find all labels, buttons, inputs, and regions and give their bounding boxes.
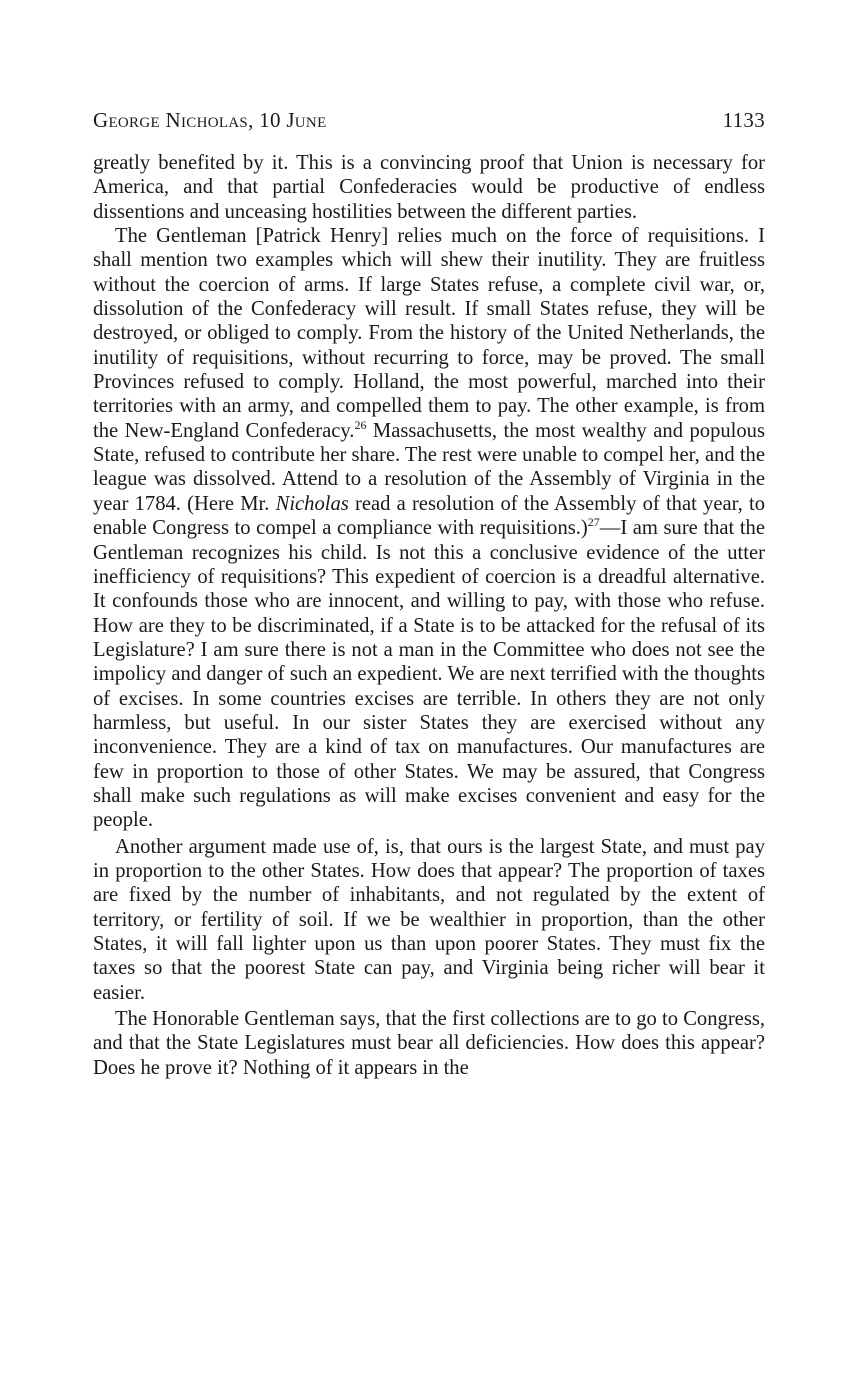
paragraph bbox=[93, 1007, 765, 1080]
text-run: greatly benefited by it. This is a convincing proof that Union is necessary for America, and that partial Confederacies would be productive of endless dissentions and unceasing hostilities between the different parties. bbox=[93, 152, 765, 223]
body-text bbox=[93, 151, 765, 1080]
paragraph bbox=[93, 224, 765, 833]
text-run: Another argument made use of, is, that ours is the largest State, and must pay in proportion to the other States. How does that appear? The proportion of taxes are fixed by the number of inhabitants, and not regulated by the extent of territory, or fertility of soil. If we be wealthier in proportion, than the other States, it will fall lighter upon us than upon poorer States. They must fix the taxes so that the poorest State can pay, and Virginia being richer will bear it easier. bbox=[93, 835, 765, 1004]
footnote-ref-27: 27 bbox=[587, 515, 600, 530]
running-title: George Nicholas, 10 June bbox=[93, 108, 327, 132]
running-head bbox=[93, 108, 765, 133]
paragraph bbox=[93, 835, 765, 1005]
text-run: —I am sure that the Gentleman recognizes his child. Is not this a conclusive evidence of the utter inefficiency of requisitions? This expedient of coercion is a dreadful alternative. It confounds those who are innocent, and willing to pay, with those who refuse. How are they to be discriminated, if a State is to be attacked for the refusal of its Legislature? I am sure there is not a man in the Committee who does not see the impolicy and danger of such an expedient. We are next terrified with the thoughts of excises. In some countries excises are terrible. In others they are not only harmless, but useful. In our sister States they are exercised without any inconvenience. They are a kind of tax on manufactures. Our manufactures are few in proportion to those of other States. We may be assured, that Congress shall make such regulations as will make excises convenient and easy for the people. bbox=[93, 517, 765, 832]
italic-name: Nicholas bbox=[275, 492, 349, 515]
text-run: The Honorable Gentleman says, that the first collections are to go to Congress, and that the State Legislatures must bear all deficiencies. How does this appear? Does he prove it? Nothing of it appears in the bbox=[93, 1008, 765, 1079]
text-run: Massachusetts, the most wealthy and populous State, refused to contribute her share. The rest were unable to compel her, and the league was dissolved. Attend to a resolution of the Assembly of Virginia in the year 1784. (Here Mr. bbox=[93, 419, 765, 515]
page-number: 1133 bbox=[722, 108, 765, 132]
page-content bbox=[93, 108, 765, 1080]
paragraph bbox=[93, 151, 765, 224]
footnote-ref-26: 26 bbox=[354, 417, 367, 432]
text-run: The Gentleman [Patrick Henry] relies much on the force of requisitions. I shall mention two examples which will shew their inutility. They are fruitless without the coercion of arms. If large States refuse, a complete civil war, or, dissolution of the Confederacy will result. If small States refuse, they will be destroyed, or obliged to comply. From the history of the United Netherlands, the inutility of requisitions, without recurring to force, may be proved. The small Provinces refused to comply. Holland, the most powerful, marched into their territories with an army, and compelled them to pay. The other example, is from the New-England Confederacy. bbox=[93, 225, 765, 442]
text-run: read a resolution of the Assembly of that year, to enable Congress to compel a compliance with requisitions.) bbox=[93, 492, 765, 540]
